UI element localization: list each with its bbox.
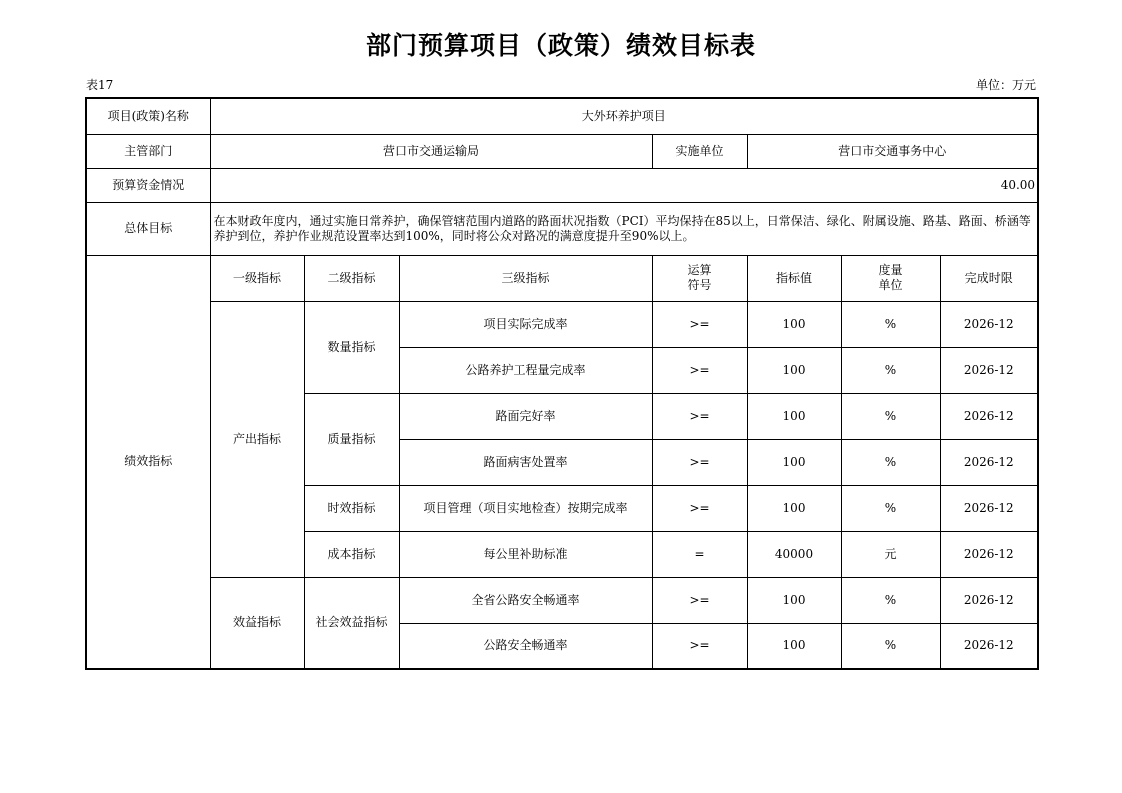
indicator-deadline: 2026-12 [940, 485, 1038, 531]
header-value: 指标值 [747, 255, 841, 301]
overall-goal-row [86, 202, 1038, 255]
indicator-deadline: 2026-12 [940, 531, 1038, 577]
unit-label: 单位：万元 [975, 78, 1036, 92]
indicator-name: 项目实际完成率 [399, 301, 652, 347]
indicator-name: 全省公路安全畅通率 [399, 577, 652, 623]
indicator-unit: % [841, 439, 940, 485]
indicator-unit: % [841, 347, 940, 393]
cost-indicator-group: 成本指标 [304, 531, 399, 577]
indicator-deadline: 2026-12 [940, 347, 1038, 393]
indicator-unit: % [841, 577, 940, 623]
project-name-value: 大外环养护项目 [210, 98, 1038, 134]
table-row [86, 301, 1038, 347]
indicator-operator: >= [652, 577, 747, 623]
indicator-value: 100 [747, 439, 841, 485]
dept-label: 主管部门 [86, 134, 210, 168]
social-benefit-indicator-group: 社会效益指标 [304, 577, 399, 669]
indicator-deadline: 2026-12 [940, 577, 1038, 623]
indicator-name: 项目管理（项目实地检查）按期完成率 [399, 485, 652, 531]
project-name-row [86, 98, 1038, 134]
indicator-unit: 元 [841, 531, 940, 577]
overall-goal-text: 在本财政年度内，通过实施日常养护，确保管辖范围内道路的路面状况指数（PCI）平均保持在85以上，日常保洁、绿化、附属设施、路基、路面、桥涵等养护到位，养护作业规范设置率达到100%，同时将公众对路况的满意度提升至90%以上。 [210, 202, 1038, 255]
indicator-unit: % [841, 301, 940, 347]
table-number: 表17 [86, 78, 114, 92]
indicator-name: 路面病害处置率 [399, 439, 652, 485]
indicator-name: 路面完好率 [399, 393, 652, 439]
indicator-unit: % [841, 485, 940, 531]
project-name-label: 项目(政策)名称 [86, 98, 210, 134]
indicator-name: 公路养护工程量完成率 [399, 347, 652, 393]
indicator-operator: >= [652, 623, 747, 669]
indicator-operator: >= [652, 439, 747, 485]
indicator-header-row [86, 255, 1038, 301]
impl-unit-label: 实施单位 [652, 134, 747, 168]
indicator-operator: >= [652, 393, 747, 439]
indicator-value: 100 [747, 301, 841, 347]
indicator-deadline: 2026-12 [940, 439, 1038, 485]
indicator-operator: = [652, 531, 747, 577]
indicator-deadline: 2026-12 [940, 301, 1038, 347]
header-level1: 一级指标 [210, 255, 304, 301]
funding-label: 预算资金情况 [86, 168, 210, 202]
funding-amount: 40.00 [210, 168, 1038, 202]
indicator-value: 40000 [747, 531, 841, 577]
timeliness-indicator-group: 时效指标 [304, 485, 399, 531]
header-deadline: 完成时限 [940, 255, 1038, 301]
department-row [86, 134, 1038, 168]
performance-label: 绩效指标 [86, 255, 210, 669]
header-unit: 度量 单位 [841, 255, 940, 301]
indicator-unit: % [841, 393, 940, 439]
header-level3: 三级指标 [399, 255, 652, 301]
page-title: 部门预算项目（政策）绩效目标表 [365, 31, 756, 60]
performance-goal-table [85, 97, 1039, 670]
indicator-value: 100 [747, 485, 841, 531]
indicator-operator: >= [652, 347, 747, 393]
indicator-value: 100 [747, 347, 841, 393]
indicator-value: 100 [747, 393, 841, 439]
table-row [86, 577, 1038, 623]
indicator-value: 100 [747, 577, 841, 623]
quality-indicator-group: 质量指标 [304, 393, 399, 485]
indicator-operator: >= [652, 485, 747, 531]
overall-goal-label: 总体目标 [86, 202, 210, 255]
impl-unit-value: 营口市交通事务中心 [747, 134, 1038, 168]
indicator-value: 100 [747, 623, 841, 669]
quantity-indicator-group: 数量指标 [304, 301, 399, 393]
indicator-deadline: 2026-12 [940, 623, 1038, 669]
indicator-operator: >= [652, 301, 747, 347]
indicator-deadline: 2026-12 [940, 393, 1038, 439]
output-indicator-group: 产出指标 [210, 301, 304, 577]
header-level2: 二级指标 [304, 255, 399, 301]
indicator-name: 公路安全畅通率 [399, 623, 652, 669]
benefit-indicator-group: 效益指标 [210, 577, 304, 669]
header-operator: 运算 符号 [652, 255, 747, 301]
indicator-unit: % [841, 623, 940, 669]
indicator-name: 每公里补助标准 [399, 531, 652, 577]
funding-row [86, 168, 1038, 202]
dept-value: 营口市交通运输局 [210, 134, 652, 168]
